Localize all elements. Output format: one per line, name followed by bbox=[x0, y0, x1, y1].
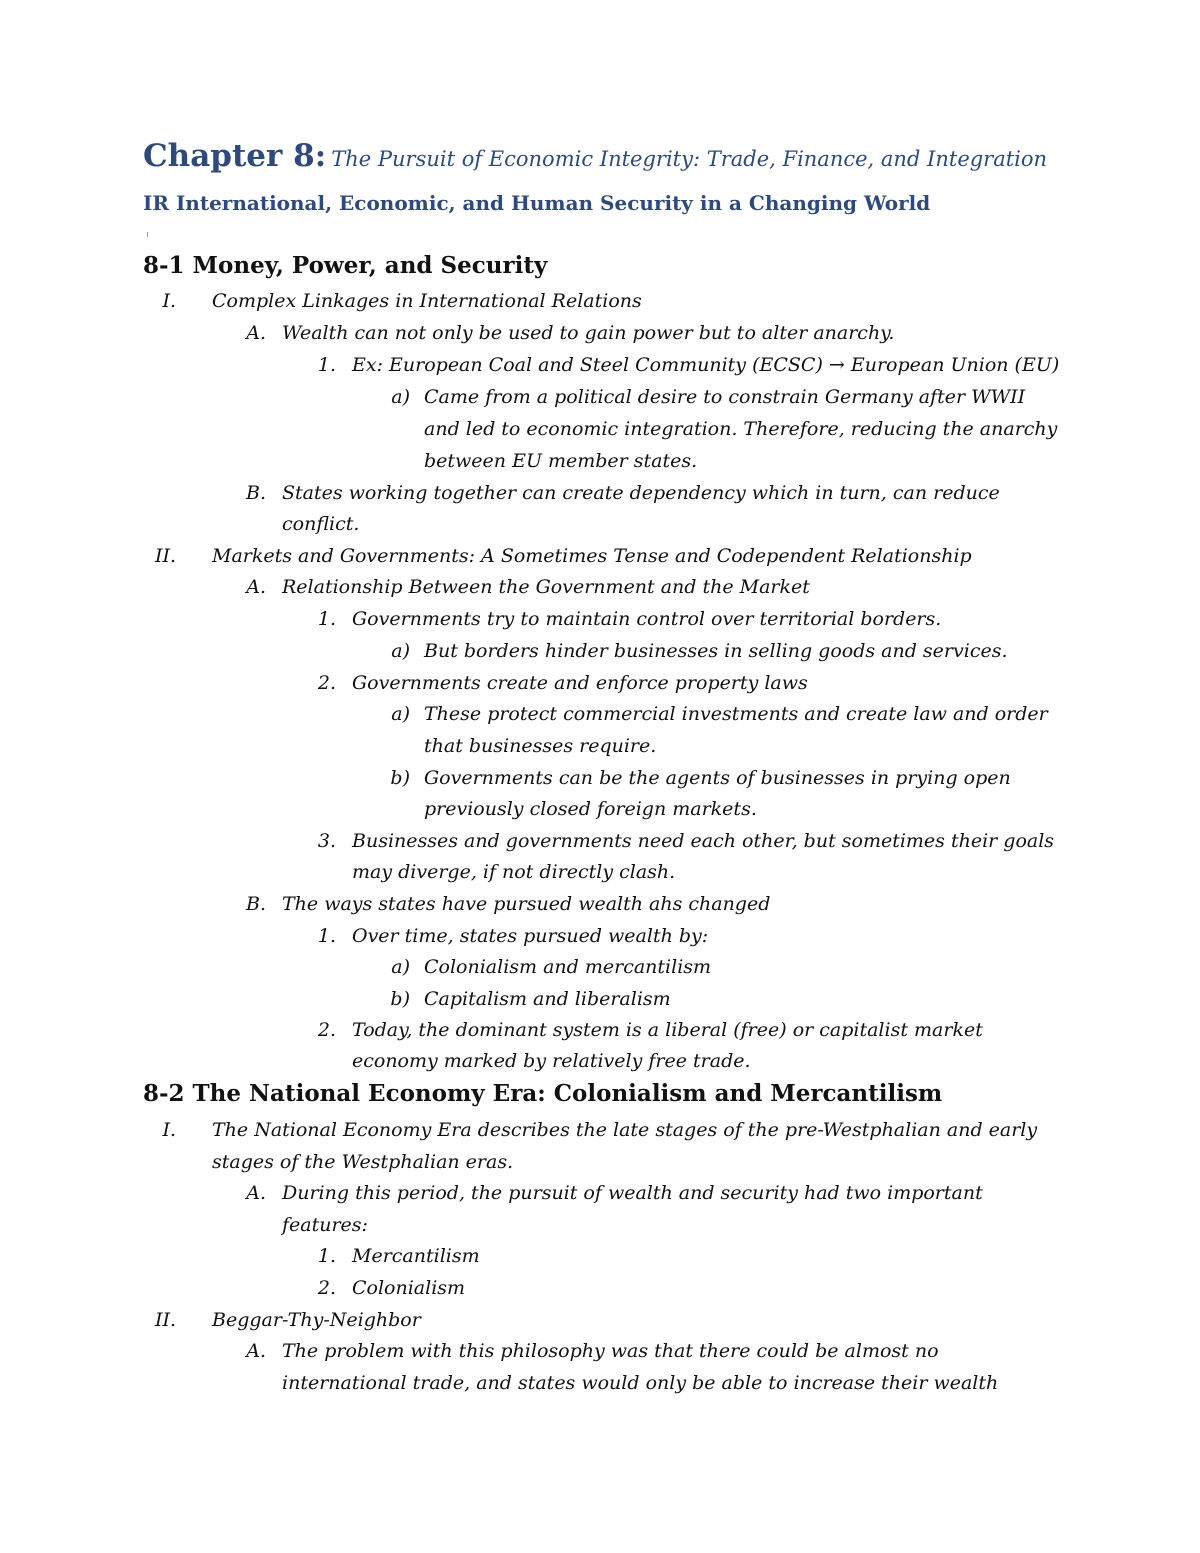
outline-marker: 1. bbox=[317, 354, 336, 376]
outline-line: previously closed foreign markets. bbox=[424, 798, 757, 820]
outline-text: Came from a political desire to constrain Germany after WWII bbox=[424, 386, 1026, 408]
outline-line: may diverge, if not directly clash. bbox=[352, 861, 676, 883]
outline-text: Relationship Between the Government and the Market bbox=[282, 576, 810, 598]
outline-marker: B. bbox=[245, 482, 266, 504]
outline-text: During this period, the pursuit of wealth and security had two important bbox=[282, 1182, 983, 1204]
outline-marker: II. bbox=[154, 1309, 176, 1331]
outline-marker: a) bbox=[391, 956, 410, 978]
stray-mark bbox=[147, 232, 148, 237]
outline-line: between EU member states. bbox=[424, 450, 698, 472]
outline-marker: I. bbox=[162, 290, 176, 312]
chapter-label: Chapter 8: bbox=[143, 138, 327, 174]
outline-line: conflict. bbox=[282, 513, 360, 535]
outline-marker: B. bbox=[245, 893, 266, 915]
outline-marker: A. bbox=[246, 576, 266, 598]
outline-text: Markets and Governments: A Sometimes Tense and Codependent Relationship bbox=[212, 545, 972, 567]
outline-marker: 1. bbox=[317, 925, 336, 947]
outline-text: The ways states have pursued wealth ahs changed bbox=[282, 893, 771, 915]
outline-text: Colonialism bbox=[352, 1277, 466, 1299]
outline-line: international trade, and states would only be able to increase their wealth bbox=[282, 1372, 999, 1394]
outline-marker: A. bbox=[246, 1182, 266, 1204]
outline-text: The National Economy Era describes the late stages of the pre-Westphalian and early bbox=[212, 1119, 1038, 1141]
outline-marker: a) bbox=[391, 386, 410, 408]
outline-marker: 2. bbox=[317, 1019, 336, 1041]
outline-marker: 1. bbox=[317, 1245, 336, 1267]
outline-text: Ex: European Coal and Steel Community (ECSC) → European Union (EU) bbox=[352, 354, 1060, 376]
outline-marker: 3. bbox=[317, 830, 336, 852]
chapter-title-text: The Pursuit of Economic Integrity: Trade, Finance, and Integration bbox=[331, 147, 1048, 171]
outline-line: that businesses require. bbox=[424, 735, 657, 757]
outline-text: Wealth can not only be used to gain power but to alter anarchy. bbox=[282, 322, 895, 344]
outline-text: Governments try to maintain control over territorial borders. bbox=[352, 608, 942, 630]
outline-marker: b) bbox=[390, 988, 410, 1010]
outline-line: economy marked by relatively free trade. bbox=[352, 1050, 751, 1072]
outline-text: Complex Linkages in International Relations bbox=[212, 290, 642, 312]
outline-marker: 2. bbox=[317, 1277, 336, 1299]
outline-text: These protect commercial investments and create law and order bbox=[424, 703, 1048, 725]
document-subtitle: IR International, Economic, and Human Security in a Changing World bbox=[143, 191, 931, 215]
section-heading-8-2: 8-2 The National Economy Era: Colonialism and Mercantilism bbox=[143, 1080, 943, 1107]
outline-marker: a) bbox=[391, 640, 410, 662]
outline-text: Governments create and enforce property laws bbox=[352, 672, 808, 694]
outline-text: The problem with this philosophy was that there could be almost no bbox=[282, 1340, 939, 1362]
outline-line: and led to economic integration. Therefore, reducing the anarchy bbox=[424, 418, 1058, 440]
outline-text: Beggar-Thy-Neighbor bbox=[212, 1309, 421, 1331]
outline-text: Today, the dominant system is a liberal (free) or capitalist market bbox=[352, 1019, 983, 1041]
chapter-title bbox=[143, 138, 1047, 174]
outline-marker: A. bbox=[246, 1340, 266, 1362]
outline-marker: 1. bbox=[317, 608, 336, 630]
outline-marker: 2. bbox=[317, 672, 336, 694]
outline-text: Over time, states pursued wealth by: bbox=[352, 925, 709, 947]
outline-text: Colonialism and mercantilism bbox=[424, 956, 712, 978]
outline-line: stages of the Westphalian eras. bbox=[212, 1151, 514, 1173]
outline-marker: II. bbox=[154, 545, 176, 567]
outline-text: Governments can be the agents of businesses in prying open bbox=[424, 767, 1011, 789]
outline-line: features: bbox=[282, 1214, 368, 1236]
outline-text: States working together can create dependency which in turn, can reduce bbox=[282, 482, 1000, 504]
outline-text: Mercantilism bbox=[352, 1245, 480, 1267]
outline-text: Businesses and governments need each other, but sometimes their goals bbox=[352, 830, 1055, 852]
outline-marker: A. bbox=[246, 322, 266, 344]
outline-marker: a) bbox=[391, 703, 410, 725]
outline-marker: b) bbox=[390, 767, 410, 789]
outline-text: Capitalism and liberalism bbox=[424, 988, 671, 1010]
outline-marker: I. bbox=[162, 1119, 176, 1141]
section-heading-8-1: 8-1 Money, Power, and Security bbox=[143, 252, 548, 279]
outline-text: But borders hinder businesses in selling goods and services. bbox=[424, 640, 1008, 662]
